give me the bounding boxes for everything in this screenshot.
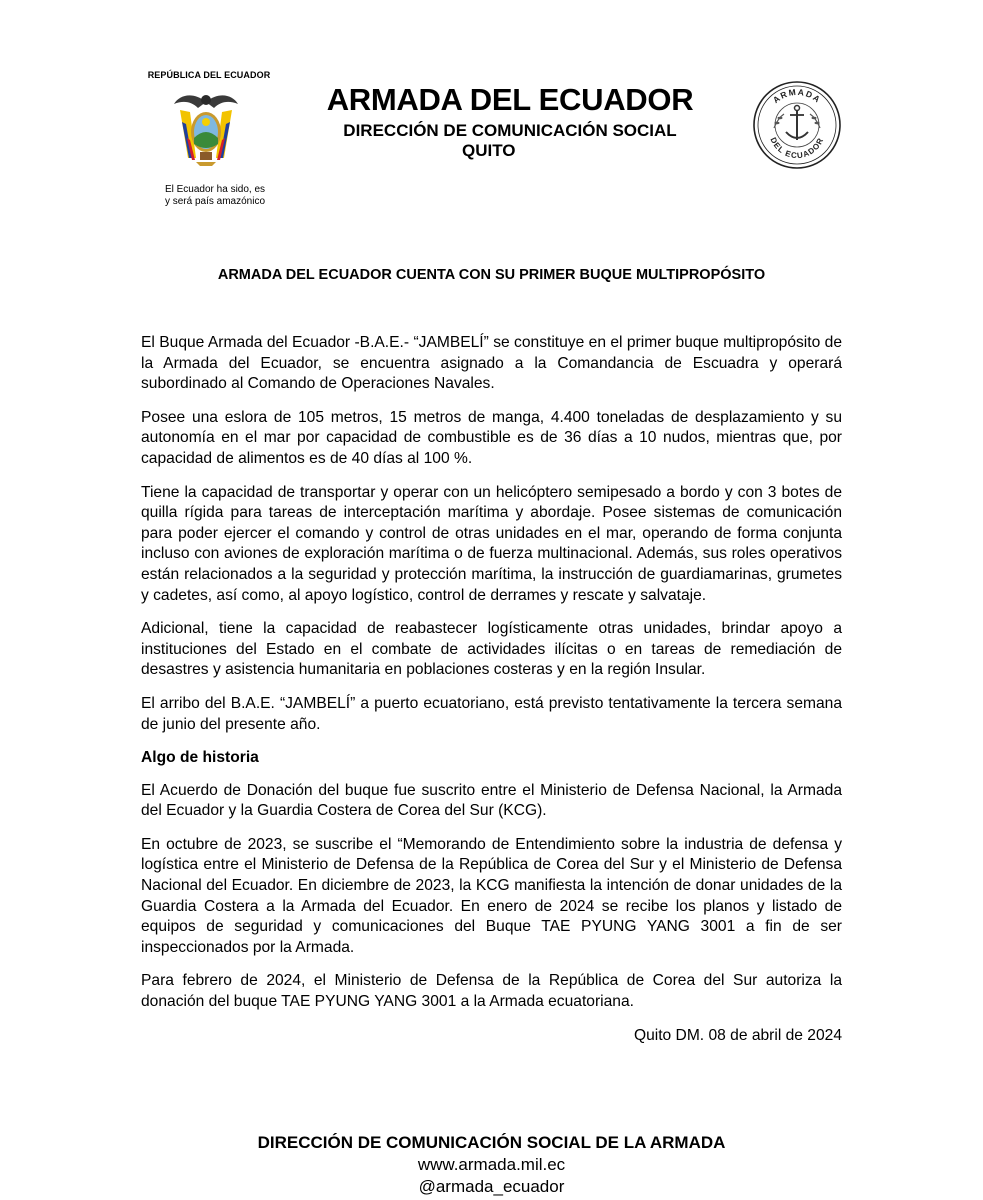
footer-website-link[interactable]: www.armada.mil.ec [417, 1155, 566, 1174]
city-name: QUITO [462, 141, 516, 160]
paragraph: Para febrero de 2024, el Ministerio de Defensa de la República de Corea del Sur autoriza la donación del buque TAE PYUNG YANG 3001 a la Armada ecuatoriana. [141, 972, 842, 1011]
paragraph: Tiene la capacidad de transportar y operar con un helicóptero semipesado a bordo y con 3 botes de quilla rígida para tareas de interceptación marítima y abordaje. Posee sistemas de comunicación para poder ejercer el comando y control de otras unidades en el mar, operando de forma conjunta incluso con aviones de exploración marítima o de fuerza multinacional. Además, sus roles operativos están relacionados a la seguridad y protección marítima, la instrucción de guardiamarinas, grumetes y cadetes, así como, al apoyo logístico, control de derrames y rescate y salvataje. [141, 483, 842, 604]
history-heading: Algo de historia [141, 749, 259, 767]
department-name: DIRECCIÓN DE COMUNICACIÓN SOCIAL [343, 121, 677, 140]
paragraph: Adicional, tiene la capacidad de reabastecer logísticamente otras unidades, brindar apoyo a instituciones del Estado en el combate de actividades ilícitas o en tareas de remediación de desastres y asistencia humanitaria en poblaciones costeras y en la región Insular. [141, 620, 842, 679]
paragraph: En octubre de 2023, se suscribe el “Memorando de Entendimiento sobre la industria de defensa y logística entre el Ministerio de Defensa de la República de Corea del Sur y el Ministerio de Defensa Nacional del Ecuador. En diciembre de 2023, la KCG manifiesta la intención de donar unidades de la Guardia Costera a la Armada del Ecuador. En enero de 2024 se recibe los planos y listado de equipos de seguridad y comunicaciones del Buque TAE PYUNG YANG 3001 a fin de ser inspeccionados por la Armada. [141, 835, 842, 956]
paragraph: Posee una eslora de 105 metros, 15 metros de manga, 4.400 toneladas de desplazamiento y su autonomía en el mar por capacidad de combustible es de 36 días a 10 nudos, mientras que, por capacidad de alimentos es de 40 días al 100 %. [141, 408, 842, 467]
document-body [141, 333, 842, 1059]
paragraph: El Acuerdo de Donación del buque fue suscrito entre el Ministerio de Defensa Nacional, la Armada del Ecuador y la Guardia Costera de Corea del Sur (KCG). [141, 781, 842, 820]
svg-text:ARMADA [771, 87, 823, 105]
organization-name: ARMADA DEL ECUADOR [326, 82, 694, 117]
country-label: REPÚBLICA DEL ECUADOR [147, 70, 271, 80]
ecuador-coat-of-arms-icon [170, 88, 242, 168]
headline: ARMADA DEL ECUADOR CUENTA CON SU PRIMER BUQUE MULTIPROPÓSITO [217, 267, 766, 283]
footer-social-handle[interactable]: @armada_ecuador [418, 1177, 565, 1196]
paragraph: El arribo del B.A.E. “JAMBELÍ” a puerto ecuatoriano, está previsto tentativamente la tercera semana de junio del presente año. [141, 694, 842, 733]
footer-title: DIRECCIÓN DE COMUNICACIÓN SOCIAL DE LA ARMADA [257, 1133, 726, 1152]
seal-text-bottom: DEL ECUADOR [768, 136, 826, 161]
date-line: Quito DM. 08 de abril de 2024 [633, 1026, 842, 1044]
armada-seal-icon [752, 80, 842, 170]
seal-text-top: ARMADA [770, 86, 824, 106]
footer [140, 1132, 843, 1198]
motto-text: El Ecuador ha sido, es y será país amazónico [164, 184, 266, 207]
paragraph: El Buque Armada del Ecuador -B.A.E.- “JAMBELÍ” se constituye en el primer buque multipropósito de la Armada del Ecuador, se encuentra asignado a la Comandancia de Escuadra y operará subordinado al Comando de Operaciones Navales. [141, 334, 842, 393]
